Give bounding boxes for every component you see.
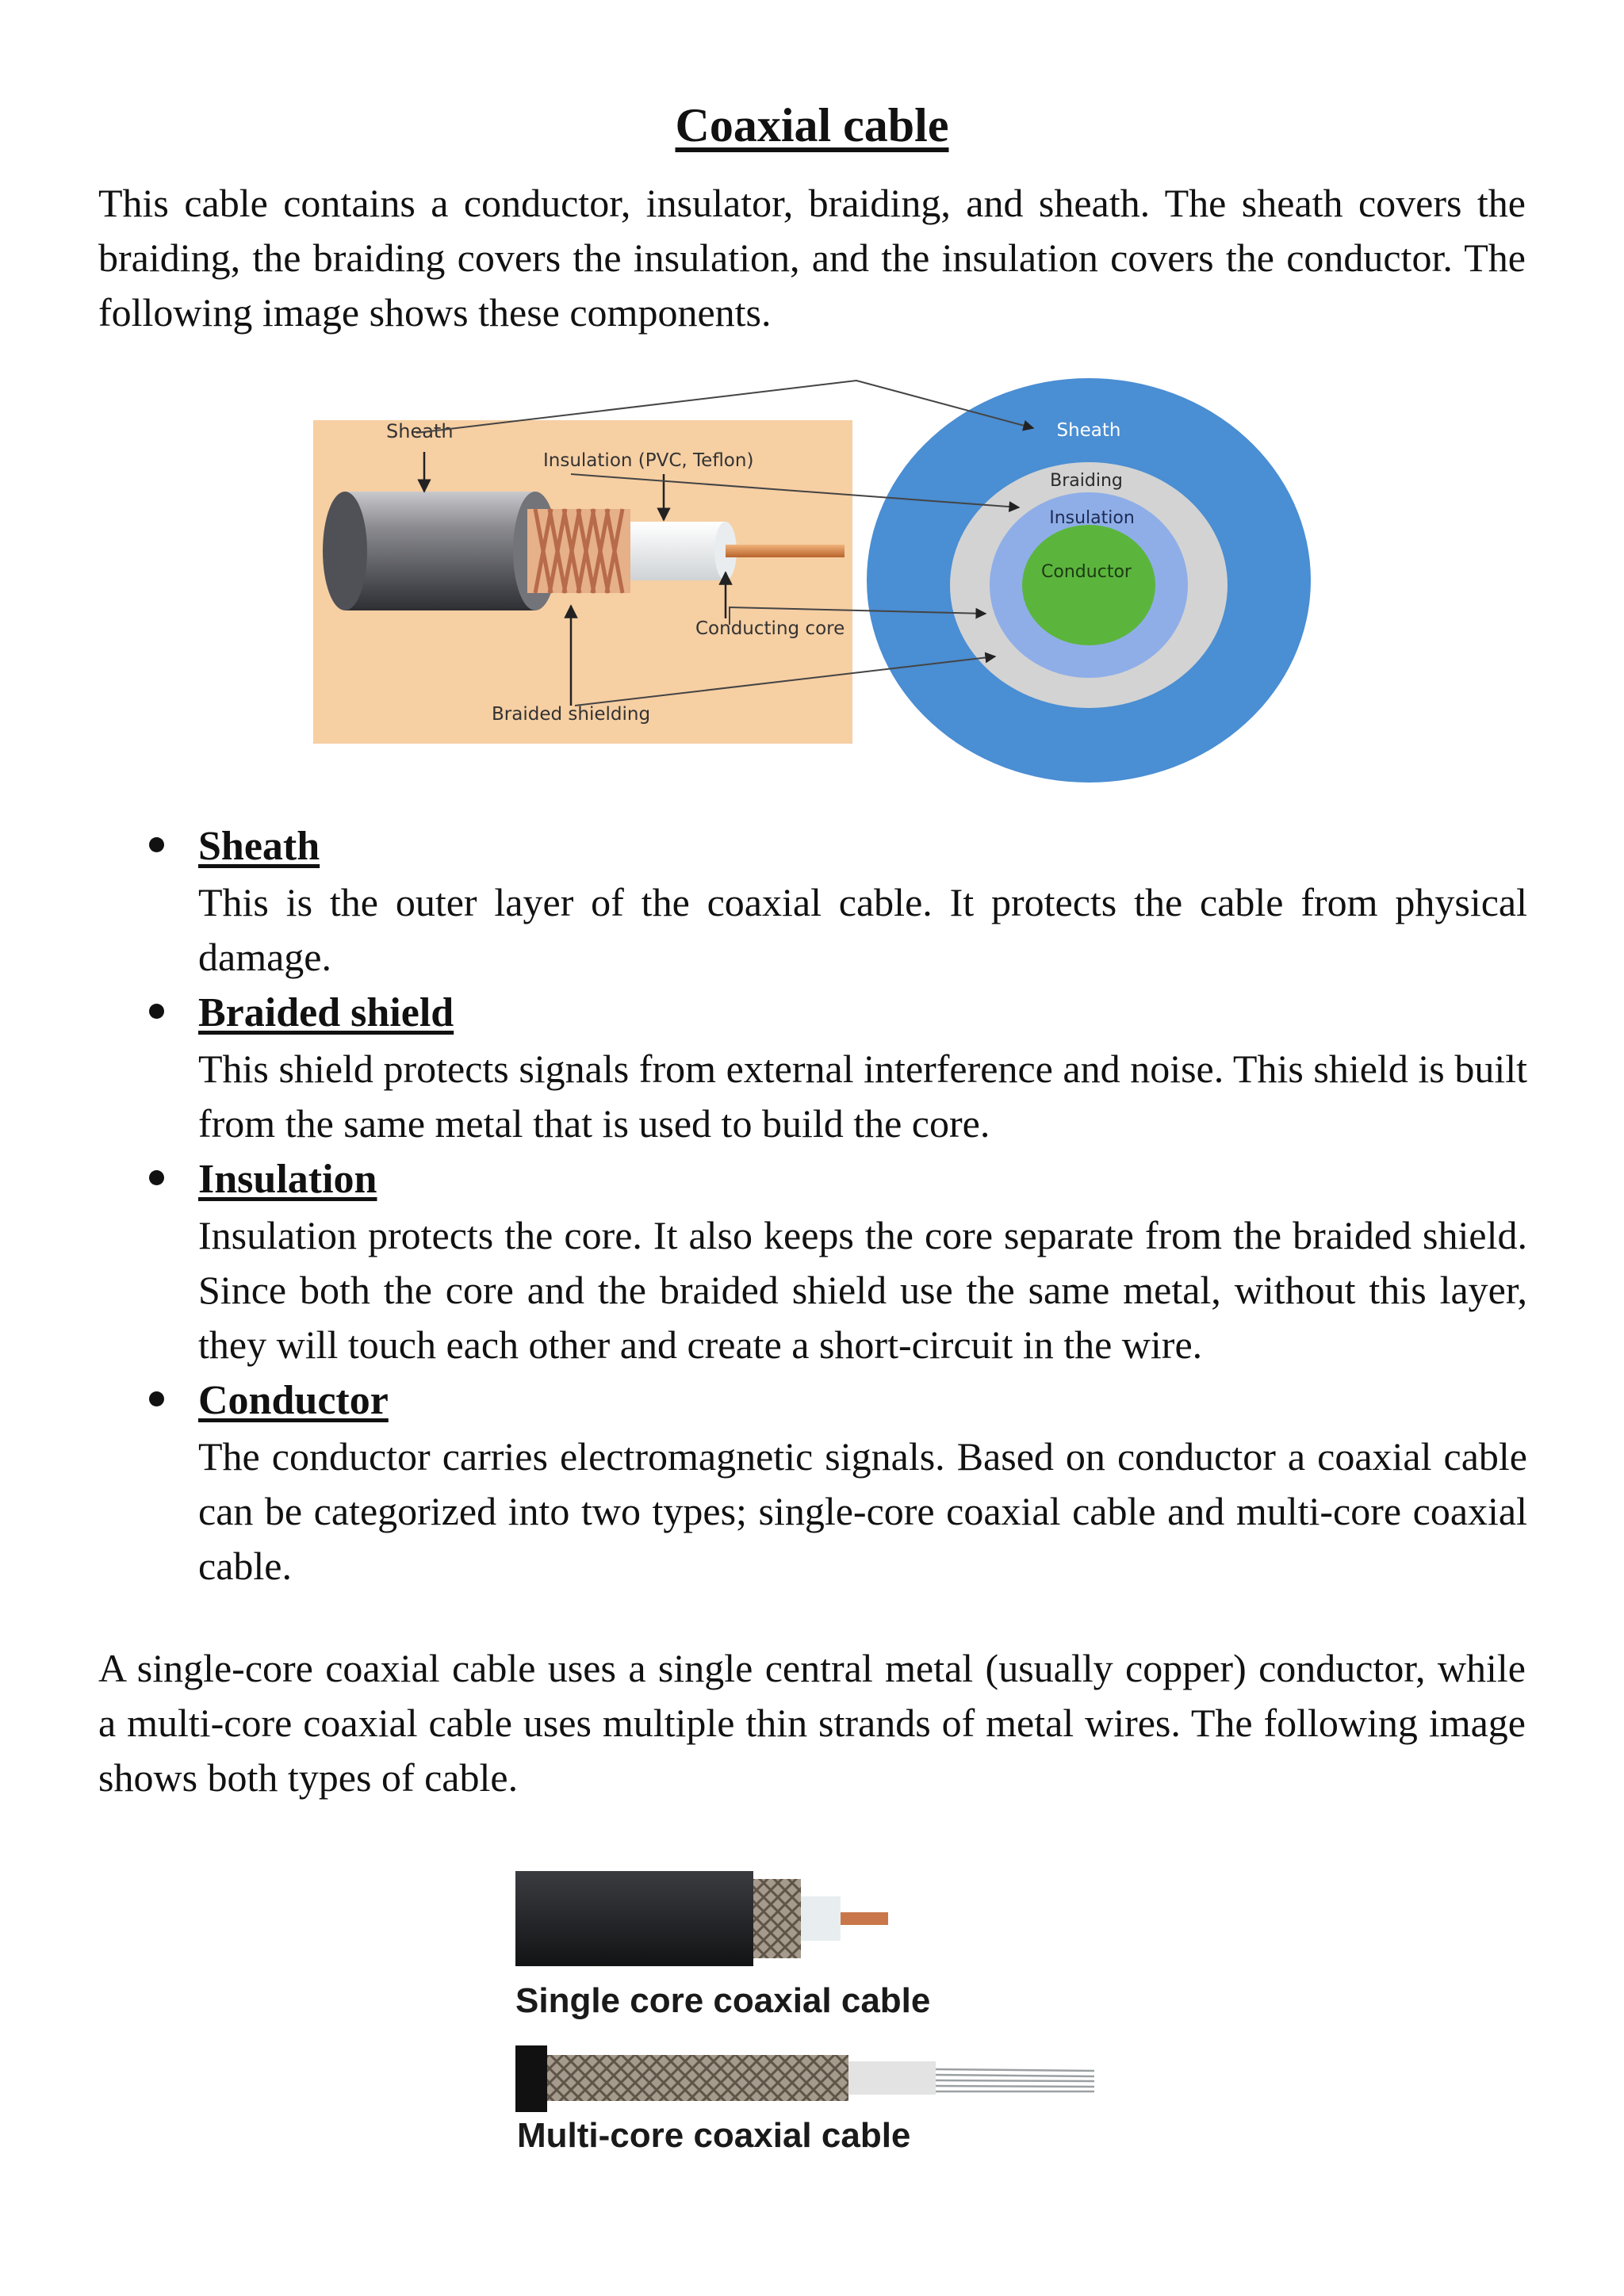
single-core-label: Single core coaxial cable: [515, 1981, 931, 2020]
list-item: [0, 1372, 1527, 1594]
cable-types-figure: [500, 1847, 1118, 2164]
component-heading: Sheath: [198, 824, 320, 869]
component-heading: Conductor: [198, 1378, 389, 1423]
component-description: Insulation protects the core. It also keeps the core separate from the braided shield. Since both the core and the braided shield use the same metal, without this layer, they will touch each other and create a short-circuit in the wire.: [198, 1213, 1527, 1367]
component-list: [0, 818, 1624, 1594]
label-insulation-ring: Insulation: [1049, 508, 1135, 528]
label-insulation-cable: Insulation (PVC, Teflon): [543, 450, 754, 471]
component-description: This shield protects signals from external interference and noise. This shield is built from the same metal that is used to build the core.: [198, 1047, 1527, 1146]
list-item: [0, 985, 1527, 1151]
label-sheath-cable: Sheath: [386, 420, 454, 442]
conductor-core: [1022, 525, 1155, 645]
cable-types-paragraph: A single-core coaxial cable uses a single central metal (usually copper) conductor, while a multi-core coaxial cable uses multiple thin strands of metal wires. The following image shows both types of cable.: [98, 1646, 1526, 1800]
component-heading: Insulation: [198, 1157, 377, 1202]
intro-paragraph: This cable contains a conductor, insulator, braiding, and sheath. The sheath covers the braiding, the braiding covers the insulation, and the insulation covers the conductor. The following image shows these components.: [98, 181, 1526, 335]
bullet-dot: [149, 1170, 164, 1185]
bullet-dot: [149, 837, 164, 852]
page-title: Coaxial cable: [675, 99, 949, 151]
label-conductor-ring: Conductor: [1041, 562, 1132, 582]
coaxial-components-figure: [313, 373, 1324, 785]
component-description: This is the outer layer of the coaxial cable. It protects the cable from physical damage.: [198, 880, 1527, 979]
list-item: [0, 1151, 1527, 1372]
bullet-dot: [149, 1004, 164, 1019]
bullet-dot: [149, 1391, 164, 1406]
label-braided-shielding: Braided shielding: [492, 704, 651, 725]
list-item: [0, 818, 1527, 985]
label-conducting-core: Conducting core: [695, 618, 845, 639]
component-heading: Braided shield: [198, 990, 454, 1035]
component-description: The conductor carries electromagnetic signals. Based on conductor a coaxial cable can be categorized into two types; single-core coaxial cable and multi-core coaxial cable.: [198, 1434, 1527, 1588]
label-sheath-ring: Sheath: [1056, 420, 1121, 441]
multi-core-label: Multi-core coaxial cable: [517, 2116, 911, 2155]
multi-core-cable-photo: [515, 2045, 1094, 2112]
single-core-cable-photo: [515, 1871, 888, 1966]
label-braiding-ring: Braiding: [1050, 471, 1123, 491]
